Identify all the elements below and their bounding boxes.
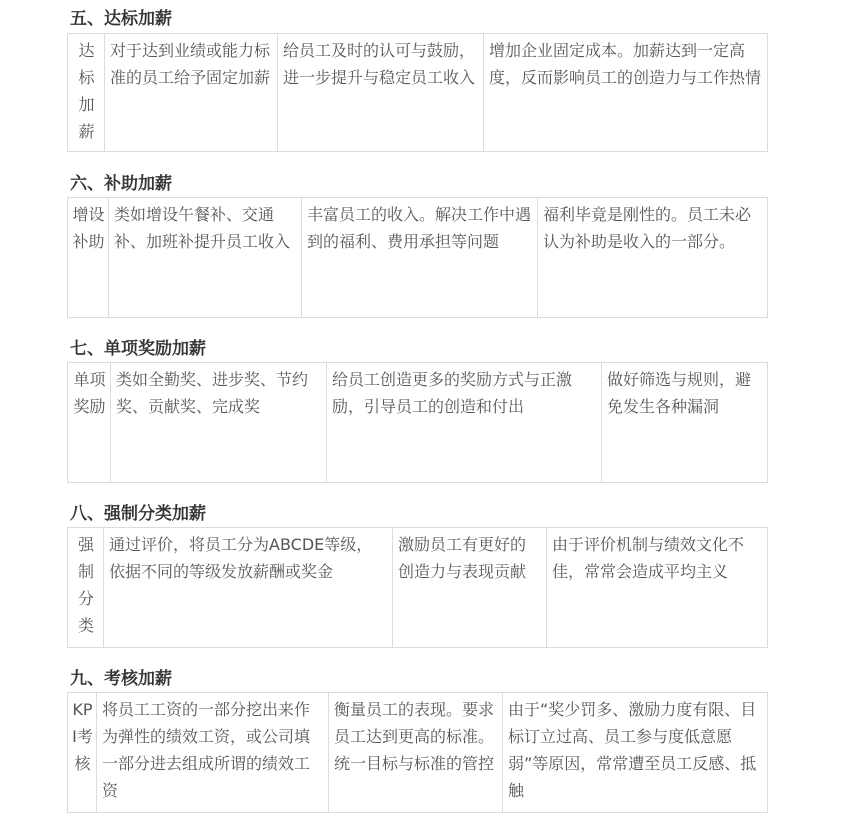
section-title: 九、考核加薪: [70, 669, 172, 689]
table-row: [68, 198, 768, 318]
pros-cell: 丰富员工的收入。解决工作中遇到的福利、费用承担等问题: [302, 198, 538, 318]
section-title: 六、补助加薪: [70, 174, 172, 194]
section-title: 五、达标加薪: [70, 9, 172, 29]
table-row: [68, 363, 768, 483]
cons-cell: 福利毕竟是刚性的。员工未必认为补助是收入的一部分。: [538, 198, 768, 318]
raise-type-cell: 达标加薪: [68, 34, 105, 152]
cons-cell: 做好筛选与规则，避免发生各种漏洞: [602, 363, 768, 483]
pros-cell: 激励员工有更好的创造力与表现贡献: [393, 528, 547, 648]
raise-table: [67, 362, 768, 483]
raise-type-cell: KPI考核: [68, 693, 97, 813]
definition-cell: 类如增设午餐补、交通补、加班补提升员工收入: [109, 198, 302, 318]
raise-type-cell: 增设补助: [68, 198, 109, 318]
table-row: [68, 693, 768, 813]
raise-type-cell: 单项奖励: [68, 363, 111, 483]
definition-cell: 对于达到业绩或能力标准的员工给予固定加薪: [105, 34, 278, 152]
table-row: [68, 528, 768, 648]
table-row: [68, 34, 768, 152]
raise-type-cell: 强制分类: [68, 528, 104, 648]
definition-cell: 将员工工资的一部分挖出来作为弹性的绩效工资，或公司填一部分进去组成所谓的绩效工资: [97, 693, 329, 813]
raise-table: [67, 692, 768, 813]
raise-table: [67, 527, 768, 648]
section-title: 七、单项奖励加薪: [70, 339, 206, 359]
pros-cell: 给员工及时的认可与鼓励，进一步提升与稳定员工收入: [278, 34, 484, 152]
cons-cell: 增加企业固定成本。加薪达到一定高度，反而影响员工的创造力与工作热情: [484, 34, 768, 152]
cons-cell: 由于“奖少罚多、激励力度有限、目标订立过高、员工参与度低意愿弱”等原因，常常遭至员工反感、抵触: [503, 693, 768, 813]
raise-table: [67, 197, 768, 318]
section-title: 八、强制分类加薪: [70, 504, 206, 524]
cons-cell: 由于评价机制与绩效文化不佳，常常会造成平均主义: [547, 528, 768, 648]
raise-table: [67, 33, 768, 152]
definition-cell: 类如全勤奖、进步奖、节约奖、贡献奖、完成奖: [111, 363, 327, 483]
definition-cell: 通过评价，将员工分为ABCDE等级，依据不同的等级发放薪酬或奖金: [104, 528, 393, 648]
pros-cell: 衡量员工的表现。要求员工达到更高的标准。统一目标与标准的管控: [329, 693, 503, 813]
pros-cell: 给员工创造更多的奖励方式与正激励，引导员工的创造和付出: [327, 363, 602, 483]
